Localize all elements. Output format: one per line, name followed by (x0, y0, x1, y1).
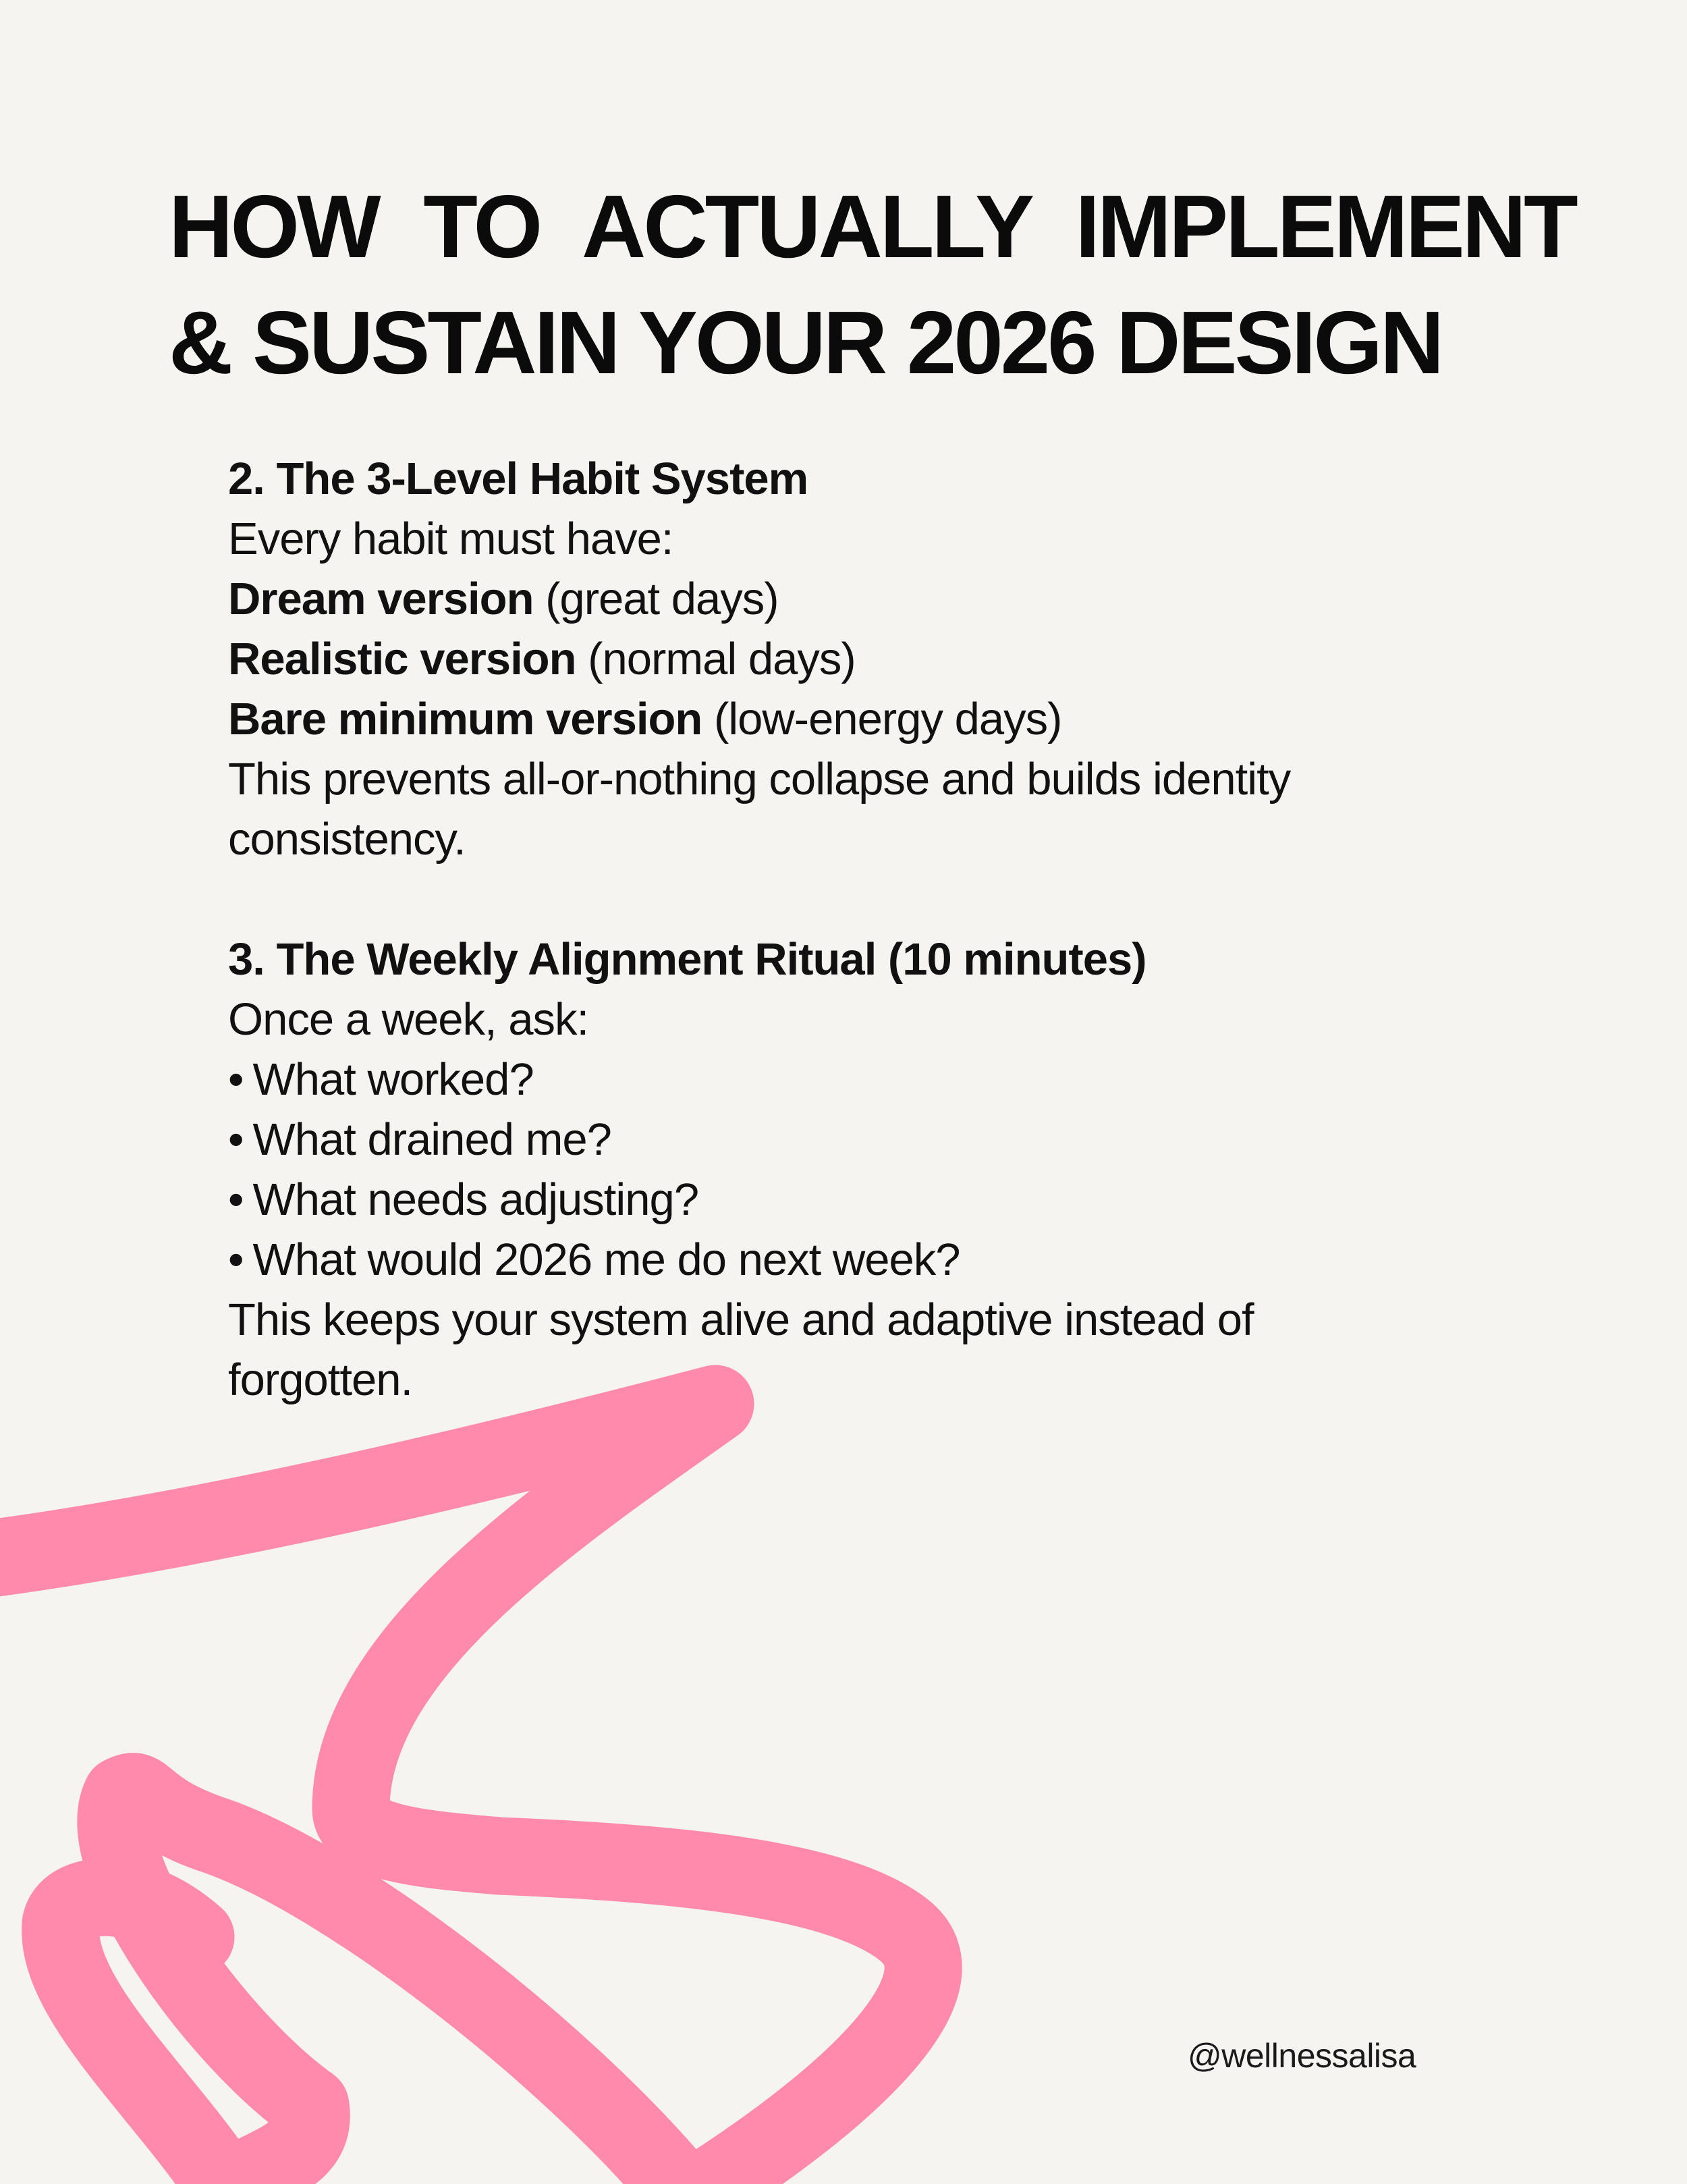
habit-level-description: (normal days) (576, 634, 856, 684)
question-list (228, 1049, 1510, 1290)
squiggle-stroke (0, 1404, 923, 2184)
title-line-1: HOW TO ACTUALLY IMPLEMENT (169, 177, 1576, 276)
question-text: What worked? (252, 1054, 534, 1105)
habit-level-description: (low-energy days) (702, 694, 1062, 744)
list-item (228, 1049, 1510, 1110)
section-intro: Once a week, ask: (228, 994, 589, 1045)
list-item (228, 1230, 1510, 1290)
section-conclusion-line-1: This keeps your system alive and adaptive instead of (228, 1294, 1254, 1345)
bullet-icon: • (228, 1174, 244, 1225)
question-text: What needs adjusting? (252, 1174, 699, 1225)
section-heading: 2. The 3-Level Habit System (228, 454, 808, 504)
bullet-icon: • (228, 1114, 244, 1165)
bullet-icon: • (228, 1054, 244, 1105)
title-line-2: & SUSTAIN YOUR 2026 DESIGN (169, 293, 1442, 392)
question-text: What drained me? (252, 1114, 611, 1165)
bullet-icon: • (228, 1234, 244, 1285)
section-conclusion-line-2: consistency. (228, 814, 466, 865)
habit-level-name: Bare minimum version (228, 694, 702, 744)
section-weekly-ritual (228, 929, 1510, 1410)
question-text: What would 2026 me do next week? (252, 1234, 960, 1285)
habit-level-bare-minimum (228, 689, 1510, 749)
habit-level-name: Dream version (228, 574, 534, 624)
section-heading: 3. The Weekly Alignment Ritual (10 minutes) (228, 934, 1146, 985)
section-habit-system (228, 449, 1510, 869)
section-intro: Every habit must have: (228, 514, 673, 564)
section-conclusion-line-1: This prevents all-or-nothing collapse and builds identity (228, 754, 1291, 804)
habit-level-realistic (228, 629, 1510, 689)
habit-level-name: Realistic version (228, 634, 576, 684)
habit-level-dream (228, 569, 1510, 629)
page-title (169, 169, 1586, 401)
section-conclusion-line-2: forgotten. (228, 1355, 413, 1405)
list-item (228, 1170, 1510, 1230)
social-handle: @wellnessalisa (1188, 2037, 1416, 2075)
habit-level-description: (great days) (533, 574, 779, 624)
list-item (228, 1110, 1510, 1170)
main-content (228, 449, 1510, 1410)
